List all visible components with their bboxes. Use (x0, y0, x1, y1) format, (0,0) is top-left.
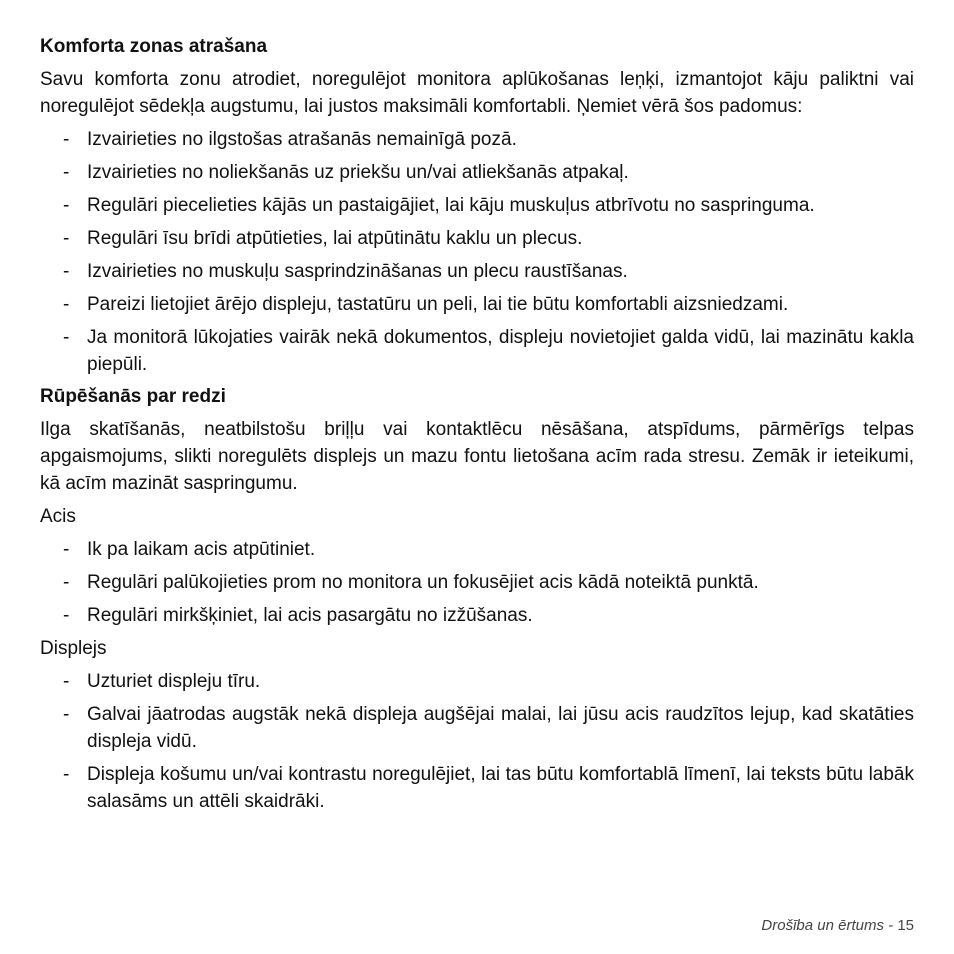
list-item: - Izvairieties no muskuļu sasprindzināšanas un plecu raustīšanas. (40, 258, 914, 285)
eye-care-intro: Ilga skatīšanās, neatbilstošu briļļu vai kontaktlēcu nēsāšana, atspīdums, pārmērīgs telpas apgaismojums, slikti noregulēts displejs un mazu fontu lietošana acīm rada stresu. Zemāk ir ieteikumi, kā acīm mazināt saspringumu. (40, 419, 914, 494)
document-page (40, 34, 914, 821)
comfort-zone-tips-list (40, 126, 914, 378)
eyes-tips-list (40, 536, 914, 629)
list-item: - Pareizi lietojiet ārējo displeju, tastatūru un peli, lai tie būtu komfortabli aizsniedzami. (40, 291, 914, 318)
section-heading-comfort-zone: Komforta zonas atrašana (40, 36, 268, 57)
list-item: - Regulāri īsu brīdi atpūtieties, lai atpūtinātu kaklu un plecus. (40, 225, 914, 252)
list-item: - Ik pa laikam acis atpūtiniet. (40, 536, 914, 563)
list-item: - Izvairieties no noliekšanās uz priekšu un/vai atliekšanās atpakaļ. (40, 159, 914, 186)
list-item: - Regulāri piecelieties kājās un pastaigājiet, lai kāju muskuļus atbrīvotu no saspringuma. (40, 192, 914, 219)
subsection-label-display: Displejs (40, 638, 107, 659)
footer-section-name: Drošība un ērtums - (761, 917, 894, 934)
comfort-zone-intro: Savu komforta zonu atrodiet, noregulējot monitora aplūkošanas leņķi, izmantojot kāju paliktni vai noregulējot sēdekļa augstumu, lai justos maksimāli komfortabli. Ņemiet vērā šos padomus: (40, 69, 914, 117)
section-heading-eye-care: Rūpēšanās par redzi (40, 386, 226, 407)
list-item: - Izvairieties no ilgstošas atrašanās nemainīgā pozā. (40, 126, 914, 153)
list-item: - Ja monitorā lūkojaties vairāk nekā dokumentos, displeju novietojiet galda vidū, lai mazinātu kakla piepūli. (40, 324, 914, 378)
display-tips-list (40, 668, 914, 815)
list-item: - Uzturiet displeju tīru. (40, 668, 914, 695)
list-item: - Galvai jāatrodas augstāk nekā displeja augšējai malai, lai jūsu acis raudzītos lejup, kad skatāties displeja vidū. (40, 701, 914, 755)
list-item: - Regulāri palūkojieties prom no monitora un fokusējiet acis kādā noteiktā punktā. (40, 569, 914, 596)
page-number: 15 (897, 917, 914, 934)
list-item: - Displeja košumu un/vai kontrastu noregulējiet, lai tas būtu komfortablā līmenī, lai teksts būtu labāk salasāms un attēli skaidrāki. (40, 761, 914, 815)
subsection-label-eyes: Acis (40, 506, 76, 527)
page-footer (761, 917, 914, 934)
list-item: - Regulāri mirkšķiniet, lai acis pasargātu no izžūšanas. (40, 602, 914, 629)
